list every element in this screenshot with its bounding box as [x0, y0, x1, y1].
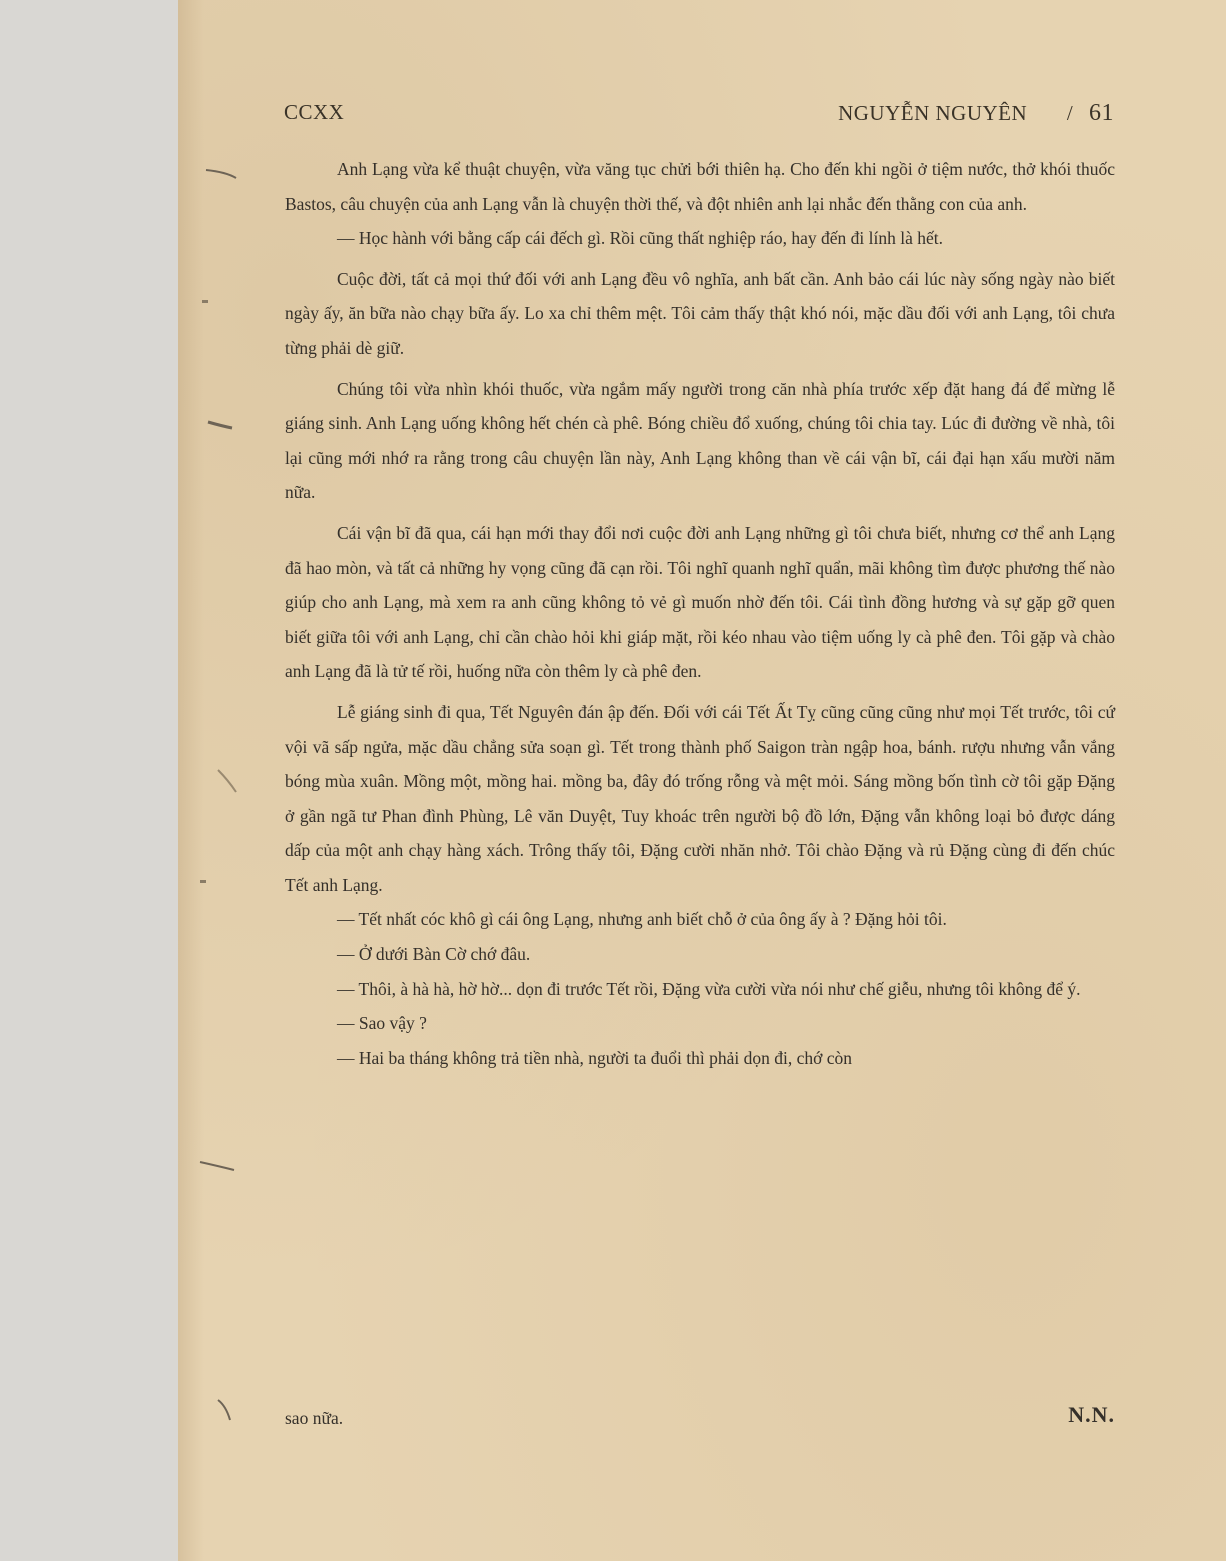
paragraph: Chúng tôi vừa nhìn khói thuốc, vừa ngắm mấy người trong căn nhà phía trước xếp đặt hang đá để mừng lễ giáng sinh. Anh Lạng uống không hết chén cà phê. Bóng chiều đổ xuống, chúng tôi chia tay. Lúc đi đường về nhà, tôi lại cũng mới nhớ ra rằng trong câu chuyện lần này, Anh Lạng không than về cái vận bĩ, cái đại hạn xấu mười năm nữa. [285, 378, 1115, 503]
author-signature: N.N. [1068, 1402, 1115, 1427]
header-separator: / [1066, 101, 1074, 125]
header-author-page [838, 100, 1114, 127]
page-number: 61 [1089, 100, 1114, 126]
paragraph: — Học hành với bằng cấp cái đếch gì. Rồi cũng thất nghiệp ráo, hay đến đi lính là hết. [337, 228, 944, 249]
header-author: NGUYỄN NGUYÊN [838, 101, 1028, 125]
dialogue-line: — Thôi, à hà hà, hờ hờ... dọn đi trước Tết rồi, Đặng vừa cười vừa nói như chế giễu, nhưng tôi không để ý. [337, 978, 1081, 999]
header-section-code: CCXX [284, 100, 345, 124]
paragraph: Cuộc đời, tất cả mọi thứ đối với anh Lạng đều vô nghĩa, anh bất cần. Anh bảo cái lúc này sống ngày nào biết ngày ấy, ăn bữa nào chạy bữa ấy. Lo xa chỉ thêm mệt. Tôi cảm thấy thật khó nói, mặc dầu đối với anh Lạng, tôi chưa từng phải dè giữ. [285, 268, 1115, 358]
dialogue-line: — Hai ba tháng không trả tiền nhà, người ta đuổi thì phải dọn đi, chớ còn [337, 1047, 852, 1068]
body-text [285, 152, 1115, 1075]
dialogue-line: — Sao vậy ? [337, 1013, 427, 1034]
running-header [284, 96, 1114, 130]
paragraph: Lễ giáng sinh đi qua, Tết Nguyên đán ập đến. Đối với cái Tết Ất Tỵ cũng cũng cũng như mọi Tết trước, tôi cứ vội vã sấp ngửa, mặc dầu chẳng sửa soạn gì. Tết trong thành phố Saigon tràn ngập hoa, bánh. rượu nhưng vẫn vắng bóng mùa xuân. Mồng một, mồng hai. mồng ba, đây đó trống rỗng và mệt mỏi. Sáng mồng bốn tình cờ tôi gặp Đặng ở gần ngã tư Phan đình Phùng, Lê văn Duyệt, Tuy khoác trên người bộ đồ lớn, Đặng vẫn không loại bỏ được dáng dấp của một anh chạy hàng xách. Trông thấy tôi, Đặng cười nhăn nhở. Tôi chào Đặng và rủ Đặng cùng đi đến chúc Tết anh Lạng. [285, 701, 1115, 895]
paragraph: Cái vận bĩ đã qua, cái hạn mới thay đổi nơi cuộc đời anh Lạng những gì tôi chưa biết, nhưng cơ thể anh Lạng đã hao mòn, và tất cả những hy vọng cũng đã cạn rồi. Tôi nghĩ quanh nghĩ quẩn, mãi không tìm được phương thế nào giúp cho anh Lạng, mà xem ra anh cũng không tỏ vẻ gì muốn nhờ đến tôi. Cái tình đồng hương và sự gặp gỡ quen biết giữa tôi với anh Lạng, chỉ cần chào hỏi khi giáp mặt, rồi kéo nhau vào tiệm uống ly cà phê đen. Tôi gặp và chào anh Lạng đã là tử tế rồi, huống nữa còn thêm ly cà phê đen. [285, 522, 1115, 682]
closing-line [285, 1400, 1115, 1440]
dialogue-line: — Tết nhất cóc khô gì cái ông Lạng, nhưng anh biết chỗ ở của ông ấy à ? Đặng hỏi tôi. [337, 909, 947, 930]
dialogue-line: — Ở dưới Bàn Cờ chớ đâu. [337, 944, 531, 965]
closing-text: sao nữa. [285, 1408, 344, 1428]
paragraph: Anh Lạng vừa kể thuật chuyện, vừa văng tục chửi bới thiên hạ. Cho đến khi ngồi ở tiệm nước, thở khói thuốc Bastos, câu chuyện của anh Lạng vẫn là chuyện thời thế, và đột nhiên anh lại nhắc đến thằng con của anh. [285, 159, 1115, 214]
